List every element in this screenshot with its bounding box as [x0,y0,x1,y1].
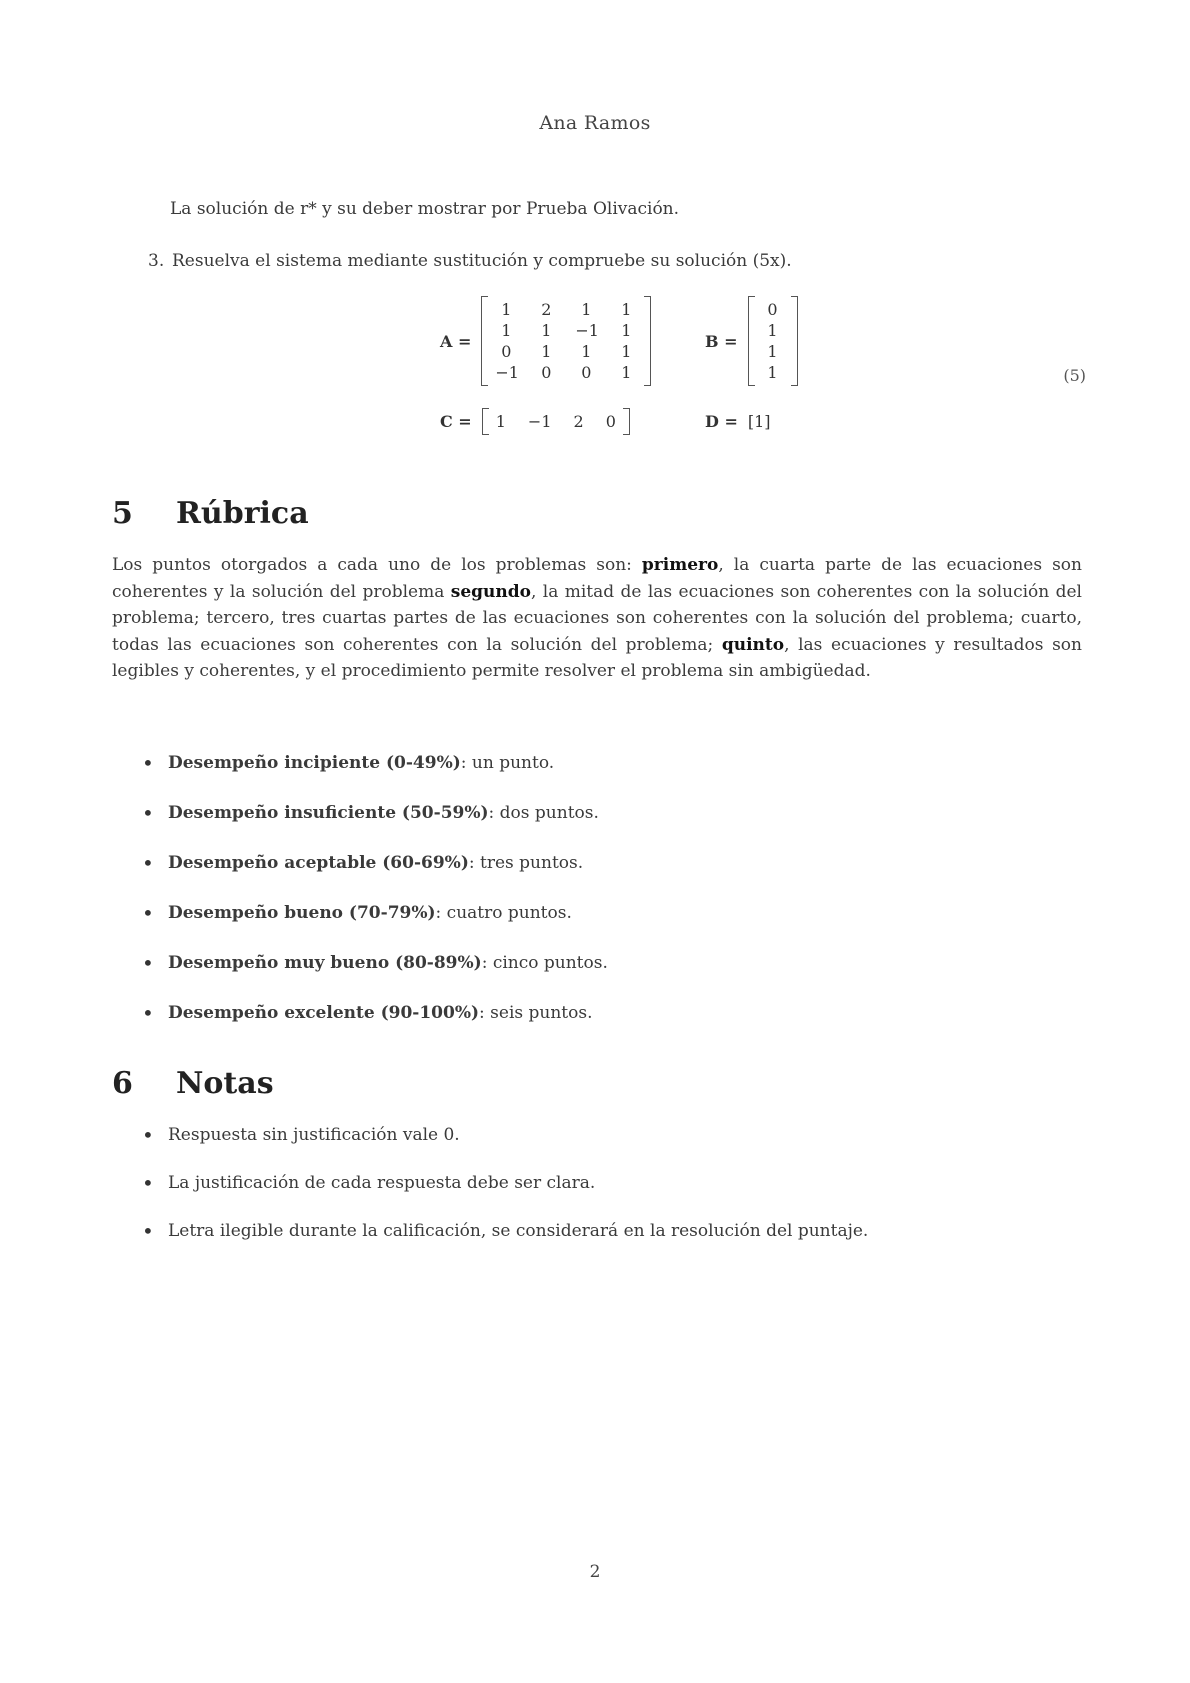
matrix-b [705,296,798,386]
rubric-text: , las ecuaciones y resultados son legibles y coherentes, y el procedimiento permite resolver el problema sin ambigüedad. [112,634,1082,681]
list-item [142,850,1062,876]
matrix-a-entry: 0 [501,342,512,361]
list-item: • La justificación de cada respuesta debe ser clara. [142,1170,1062,1196]
matrix-d [705,412,771,431]
matrix-c-entry: 1 [495,412,506,431]
matrix-b-label: B = [705,331,738,351]
matrix-a-entry: 1 [581,342,592,361]
level-label: Desempeño aceptable (60-69%) [168,853,469,873]
matrix-b-entries [762,300,784,382]
level-description: : cuatro puntos. [435,903,572,923]
matrix-a-label: A = [440,331,472,351]
section-heading-rubrica [112,496,309,531]
section-heading-notas [112,1066,274,1101]
rubric-bold: segundo [450,581,531,602]
performance-levels-list [142,750,1062,1050]
intro-paragraph: La solución de r* y su deber mostrar por Prueba Olivación. [170,199,680,219]
level-label: Desempeño excelente (90-100%) [168,1003,480,1023]
level-label: Desempeño bueno (70-79%) [168,903,436,923]
level-description: : tres puntos. [468,853,584,873]
list-item [142,800,1062,826]
page-number: 2 [589,1562,601,1582]
section-title: Notas [176,1066,274,1101]
matrix-a-entry: 1 [621,342,632,361]
exercise-item-3 [148,248,1068,274]
section-number: 5 [112,496,133,531]
matrix-a-entry: 1 [621,321,632,340]
matrix-a-entry: 0 [581,363,592,382]
level-description: : dos puntos. [488,803,599,823]
rubric-bold: quinto [721,634,785,655]
level-description: : un punto. [460,753,555,773]
rubric-text: , la cuarta parte de las ecuaciones son coherentes y la solución del problema [112,555,1082,602]
list-item [142,750,1062,776]
matrix-a-entry: 1 [501,321,512,340]
matrix-a [440,296,651,386]
exercise-text: Resuelva el sistema mediante sustitución y compruebe su solución (5x). [172,251,792,271]
list-item [142,1000,1062,1026]
matrix-c-entry: −1 [527,412,552,431]
matrix-b-entry: 1 [767,363,778,382]
level-label: Desempeño incipiente (0-49%) [168,753,461,773]
rubric-text: , la mitad de las ecuaciones son coherentes con la solución del problema; tercero, tres cuartas partes de las ecuaciones son coherentes con la solución del problema; cuarto, todas las ecuaciones son coherentes con la solución del problema; [112,581,1082,655]
matrix-a-entry: 1 [621,300,632,319]
matrix-d-label: D = [705,412,738,431]
level-label: Desempeño muy bueno (80-89%) [168,953,482,973]
section-number: 6 [112,1066,133,1101]
matrix-a-entry: 1 [501,300,512,319]
matrix-c-entry: 2 [573,412,584,431]
matrix-a-entry: 1 [621,363,632,382]
section-title: Rúbrica [176,496,309,531]
matrix-a-entry: 1 [581,300,592,319]
level-description: : seis puntos. [479,1003,593,1023]
equation-number: (5) [1063,366,1086,385]
notes-list [142,1122,1062,1266]
matrix-c-entries [496,412,616,431]
matrix-d-value: [1] [747,412,771,431]
matrix-a-entry: 1 [541,342,552,361]
list-item: • Respuesta sin justificación vale 0. [142,1122,1062,1148]
matrix-c-entry: 0 [605,412,616,431]
list-item [142,950,1062,976]
matrix-b-entry: 0 [767,300,778,319]
rubric-paragraph [112,552,1082,685]
matrix-c [440,408,630,435]
list-item: • Letra ilegible durante la calificación, se considerará en la resolución del puntaje. [142,1218,1062,1244]
matrix-a-entry: −1 [575,321,599,340]
matrix-c-label: C = [440,412,472,431]
matrix-a-entries [495,300,637,382]
list-item [142,900,1062,926]
matrix-b-entry: 1 [767,342,778,361]
level-description: : cinco puntos. [481,953,608,973]
matrix-a-entry: 0 [541,363,552,382]
matrix-b-entry: 1 [767,321,778,340]
matrix-a-entry: −1 [495,363,519,382]
matrix-a-entry: 2 [541,300,552,319]
exercise-number: 3. [148,251,165,271]
matrix-a-entry: 1 [541,321,552,340]
matrix-equation [440,296,900,466]
rubric-bold: primero [641,555,719,575]
level-label: Desempeño insuficiente (50-59%) [168,803,489,823]
running-header: Ana Ramos [539,112,651,134]
rubric-text: Los puntos otorgados a cada uno de los problemas son: [112,555,642,575]
